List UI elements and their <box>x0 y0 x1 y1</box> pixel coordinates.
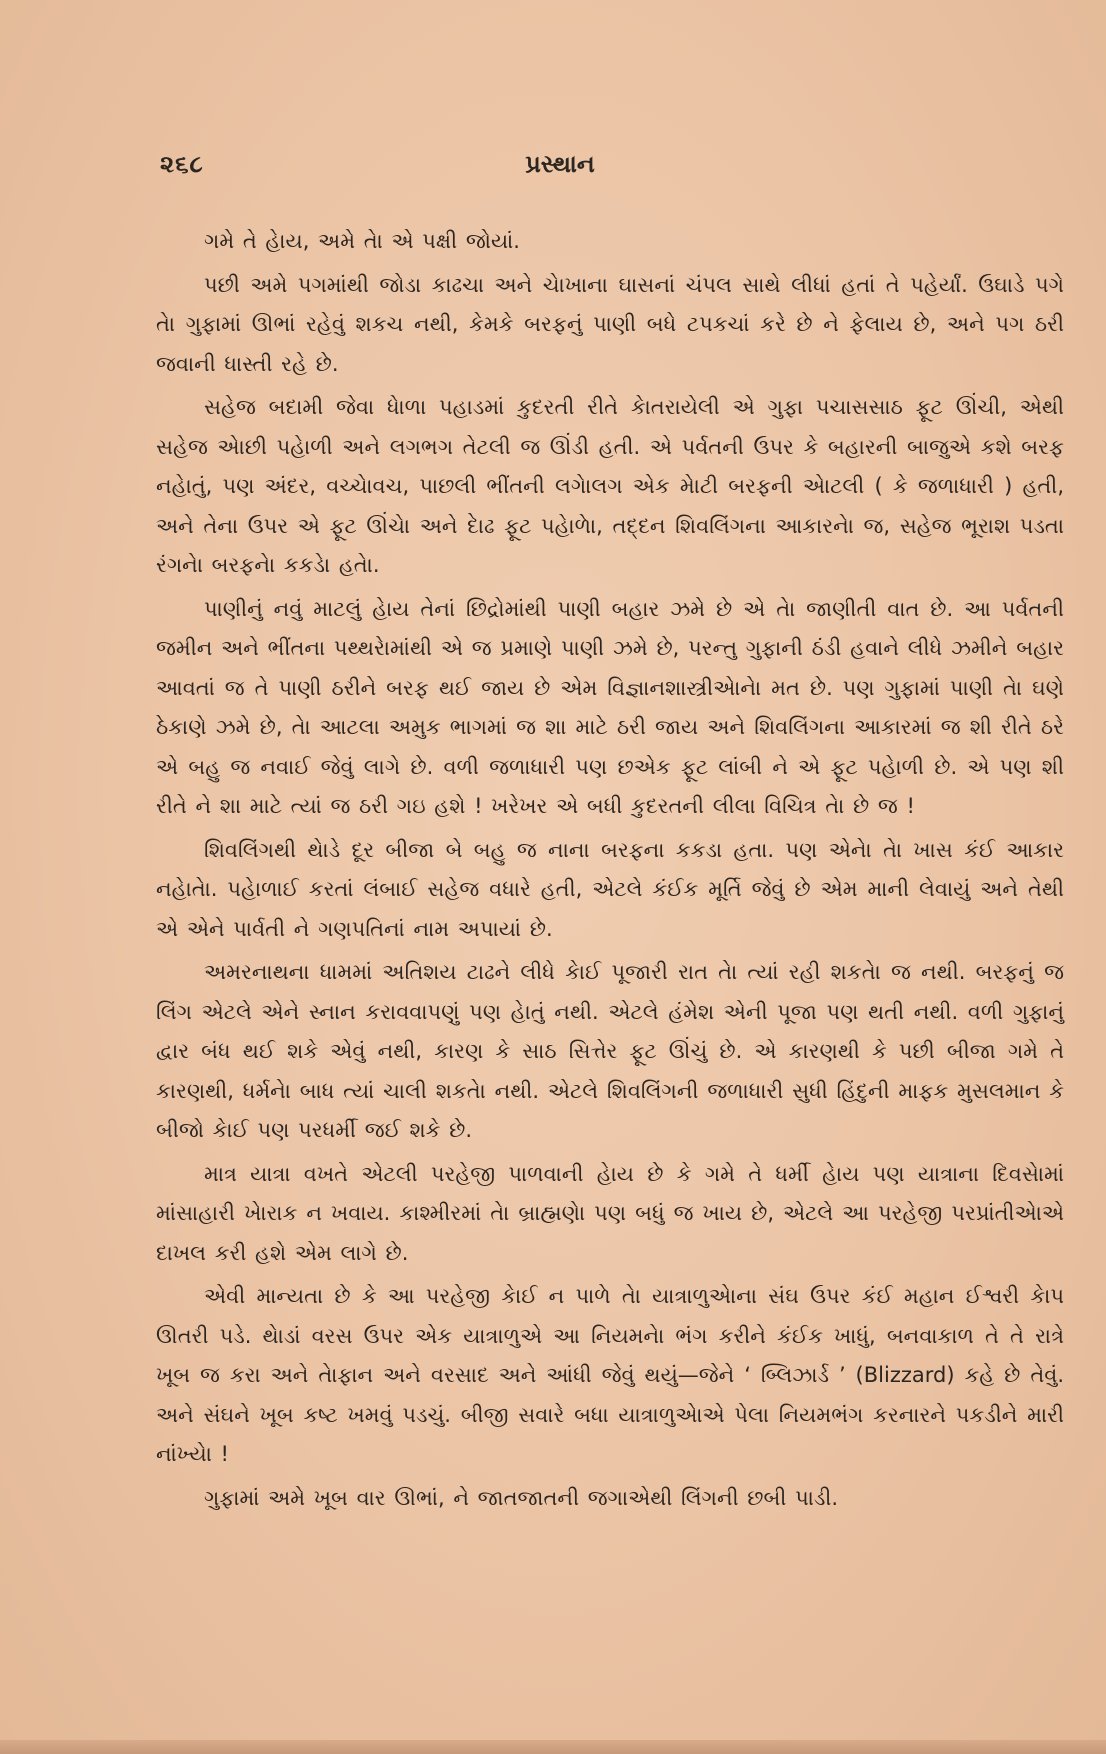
paragraph-2: પછી અમે પગમાંથી જોડા કાઢચા અને ચેાખાના ઘાસનાં ચંપલ સાથે લીધાં હતાં તે પહેર્યાં. ઉઘાડે પગે તેા ગુફામાં ઊભાં રહેવું શકચ નથી, કેમકે બરફનું પાણી બધે ટપકચાં કરે છે ને ફેલાય છે, અને પગ ઠરી જવાની ધાસ્તી રહે છે. <box>156 272 1064 376</box>
page-header <box>150 150 970 190</box>
paragraph-4: પાણીનું નવું માટલું હેાય તેનાં છિદ્રોમાંથી પાણી બહાર ઝમે છે એ તેા જાણીતી વાત છે. આ પર્વતની જમીન અને ભીંતના પથ્થરેામાંથી એ જ પ્રમાણે પાણી ઝમે છે, પરન્તુ ગુફાની ઠંડી હવાને લીધે ઝમીને બહાર આવતાં જ તે પાણી ઠરીને બરફ થઈ જાય છે એમ વિજ્ઞાનશાસ્ત્રીએાનેા મત છે. પણ ગુફામાં પાણી તેા ઘણે ઠેકાણે ઝમે છે, તેા આટલા અમુક ભાગમાં જ શા માટે ઠરી જાય અને શિવલિંગના આકારમાં જ શી રીતે ઠરે એ બહુ જ નવાઈ જેવું લાગે છે. વળી જળાધારી પણ છએક ફૂટ લાંબી ને એ ફૂટ પહેાળી છે. એ પણ શી રીતે ને શા માટે ત્યાં જ ઠરી ગઇ હશે ! ખરેખર એ બધી કુદરતની લીલા વિચિત્ર તેા છે જ ! <box>156 596 1064 818</box>
paragraph-9: ગુફામાં અમે ખૂબ વાર ઊભાં, ને જાતજાતની જગાએથી લિંગની છબી પાડી. <box>204 1485 839 1510</box>
body-text <box>156 222 1064 1522</box>
page-number: ૨૬૮ <box>160 150 204 178</box>
paragraph-8: એવી માન્યતા છે કે આ પરહેજી કેાઈ ન પાળે તેા યાત્રાળુએાના સંઘ ઉપર કંઈ મહાન ઈશ્વરી કેાપ ઊતરી પડે. થેાડાં વરસ ઉપર એક યાત્રાળુએ આ નિયમનેા ભંગ કરીને કંઈક ખાધું, બનવાકાળ તે તે રાત્રે ખૂબ જ કરા અને તેાફાન અને વરસાદ અને આંધી જેવું થયું—જેને ‘ બ્લિઝાર્ડ ’ (Blizzard) કહે છે તેવું. અને સંઘને ખૂબ કષ્ટ ખમવું પડચું. બીજી સવારે બધા યાત્રાળુએાએ પેલા નિયમભંગ કરનારને પકડીને મારી નાંખ્યેા ! <box>156 1284 1064 1466</box>
paragraph-5: શિવલિંગથી થેાડે દૂર બીજા બે બહુ જ નાના બરફના કકડા હતા. પણ એનેા તેા ખાસ કંઈ આકાર નહેાતેા. પહેાળાઈ કરતાં લંબાઈ સહેજ વધારે હતી, એટલે કંઈક મૂર્તિ જેવું છે એમ માની લેવાયું અને તેથી એ એને પાર્વતી ને ગણપતિનાં નામ અપાયાં છે. <box>156 837 1064 941</box>
paragraph-1: ગમે તે હેાય, અમે તેા એ પક્ષી જોયાં. <box>204 229 520 253</box>
paragraph-6: અમરનાથના ધામમાં અતિશય ટાઢને લીધે કેાઈ પૂજારી રાત તેા ત્યાં રહી શકતેા જ નથી. બરફનું જ લિંગ એટલે એને સ્નાન કરાવવાપણું પણ હેાતું નથી. એટલે હંમેશ એની પૂજા પણ થતી નથી. વળી ગુફાનું દ્વાર બંધ થઈ શકે એવું નથી, કારણ કે સાઠ સિત્તેર ફૂટ ઊંચું છે. એ કારણથી કે પછી બીજા ગમે તે કારણથી, ધર્મનેા બાધ ત્યાં ચાલી શકતેા નથી. એટલે શિવલિંગની જળાધારી સુધી હિંદુની માફક મુસલમાન કે બીજો કેાઈ પણ પરધર્મી જઈ શકે છે. <box>156 960 1064 1142</box>
page-bottom-edge <box>0 1740 1106 1754</box>
paragraph-7: માત્ર યાત્રા વખતે એટલી પરહેજી પાળવાની હેાય છે કે ગમે તે ધર્મી હેાય પણ યાત્રાના દિવસેામાં માંસાહારી ખેારાક ન ખવાય. કાશ્મીરમાં તેા બ્રાહ્મણેા પણ બધું જ ખાય છે, એટલે આ પરહેજી પરપ્રાંતીએાએ દાખલ કરી હશે એમ લાગે છે. <box>156 1161 1064 1265</box>
paragraph-3: સહેજ બદામી જેવા ધેાળા પહાડમાં કુદરતી રીતે કેાતરાયેલી એ ગુફા પચાસસાઠ ફૂટ ઊંચી, એથી સહેજ એાછી પહેાળી અને લગભગ તેટલી જ ઊંડી હતી. એ પર્વતની ઉપર કે બહારની બાજુએ કશે બરફ નહેાતું, પણ અંદર, વચ્ચેાવચ, પાછલી ભીંતની લગેાલગ એક મેાટી બરફની એાટલી ( કે જળાધારી ) હતી, અને તેના ઉપર એ ફૂટ ઊંચેા અને દેાઢ ફૂટ પહેાળેા, તદ્દન શિવલિંગના આકારનેા જ, સહેજ ભૂરાશ પડતા રંગનેા બરફનેા કકડેા હતેા. <box>156 395 1064 577</box>
running-title: પ્રસ્થાન <box>525 150 595 178</box>
